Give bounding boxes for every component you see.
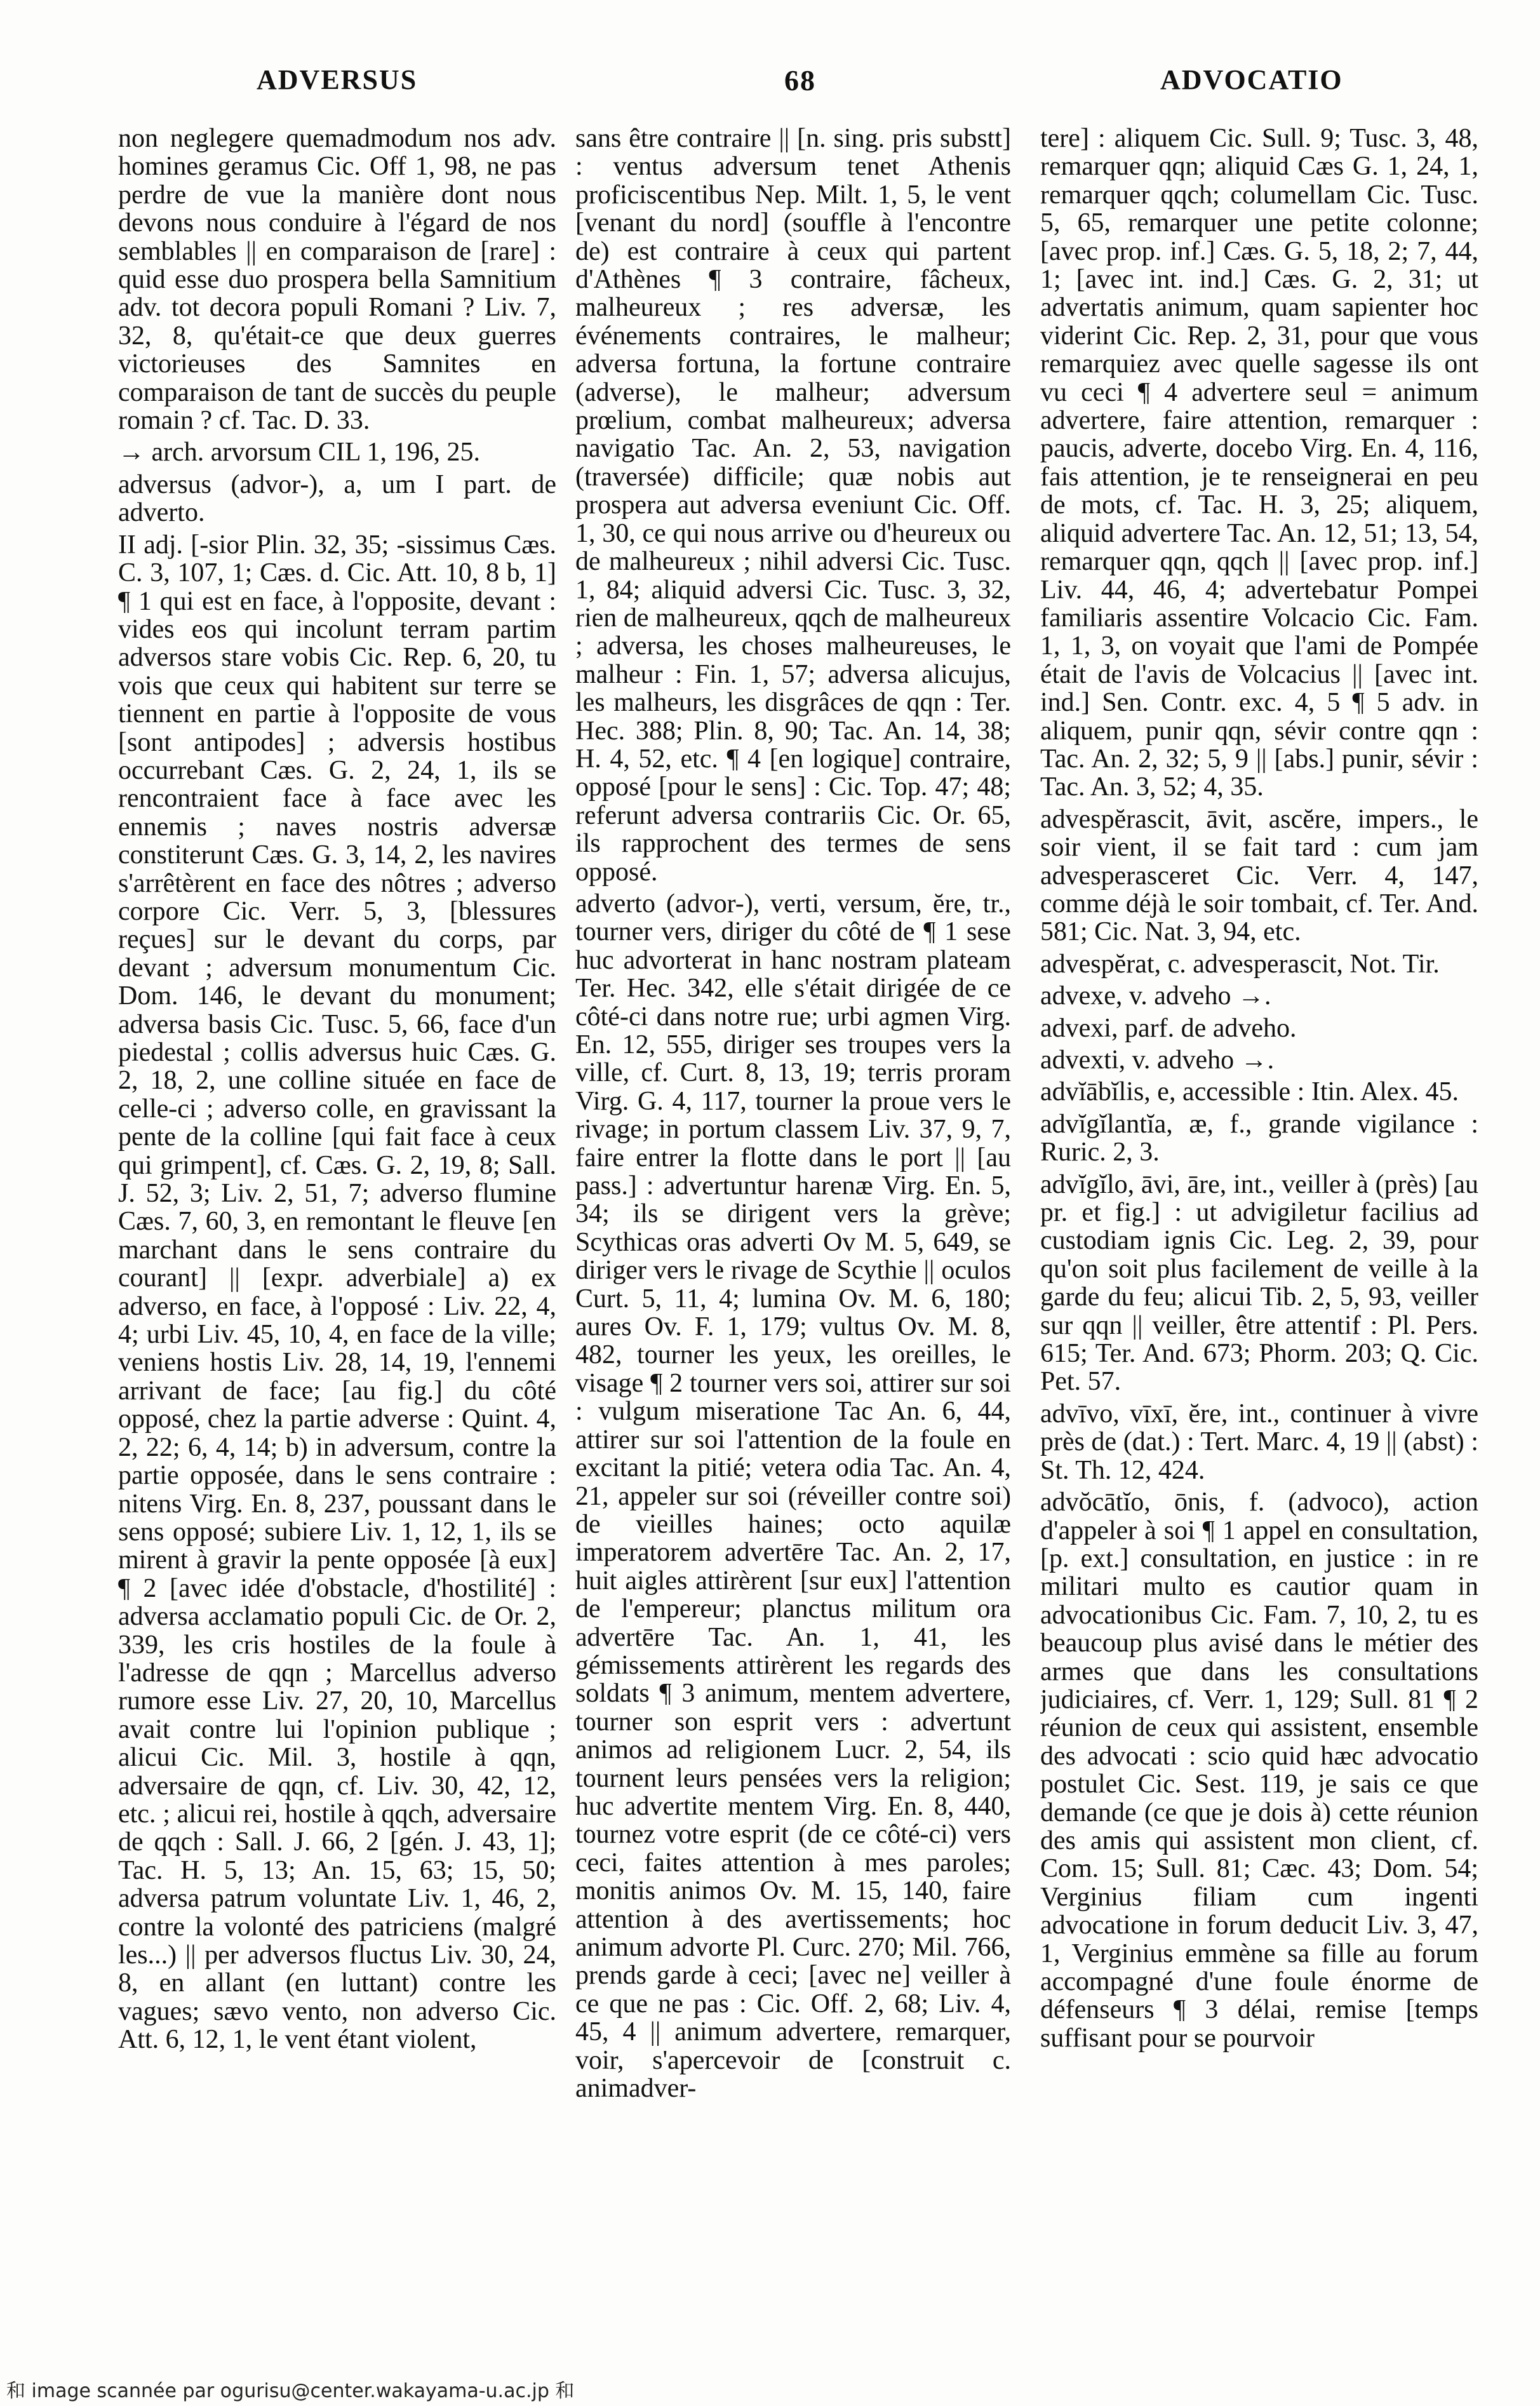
entry-paragraph: advĭgĭlo, āvi, āre, int., veiller à (près) [au pr. et fig.] : ut advigiletur facilius ad custodiam ignis Cic. Leg. 2, 39, pour qu'on soit plus facilement de veille à la garde du feu; alicui Tib. 2, 5, 93, veiller sur qqn || veiller, être attentif : Pl. Pers. 615; Ter. And. 673; Phorm. 203; Q. Cic. Pet. 57.	[1040, 1169, 1478, 1397]
entry-paragraph: adversus (advor-), a, um I part. de adverto.	[118, 469, 556, 528]
entry-paragraph: II adj. [-sior Plin. 32, 35; -sissimus Cæs. C. 3, 107, 1; Cæs. d. Cic. Att. 10, 8 b, 1] ¶ 1 qui est en face, à l'opposite, devant : vides eos qui incolunt terram partim adversos stare vobis Cic. Rep. 6, 20, tu vois que ceux qui habitent sur terre se tiennent en partie à l'opposite de vous [sont antipodes] ; adversis hostibus occurrebant Cæs. G. 2, 24, 1, ils se rencontraient face à face avec les ennemis ; naves nostris adversæ constiterunt Cæs. G. 3, 14, 2, les navires s'arrêtèrent en face des nôtres ; adverso corpore Cic. Verr. 5, 3, [blessures reçues] sur le devant du corps, par devant ; adversum monumentum Cic. Dom. 146, le devant du monument; adversa basis Cic. Tusc. 5, 66, face d'un piedestal ; collis adversus huic Cæs. G. 2, 18, 2, une colline située en face de celle-ci ; adverso colle, en gravissant la pente de la colline [qui fait face à ceux qui grimpent], cf. Cæs. G. 2, 19, 8; Sall. J. 52, 3; Liv. 2, 51, 7; adverso flumine Cæs. 7, 60, 3, en remontant le fleuve [en marchant dans le sens contraire du courant] || [expr. adverbiale] a) ex adverso, en face, à l'opposé : Liv. 22, 4, 4; urbi Liv. 45, 10, 4, en face de la ville; veniens hostis Liv. 28, 14, 19, l'ennemi arrivant de face; [au fig.] du côté opposé, chez la partie adverse : Quint. 4, 2, 22; 6, 4, 14; b) in adversum, contre la partie opposée, dans le sens contraire : nitens Virg. En. 8, 237, poussant dans le sens opposé; subiere Liv. 1, 12, 1, ils se mirent à gravir la pente opposée [à eux] ¶ 2 [avec idée d'obstacle, d'hostilité] : adversa acclamatio populi Cic. de Or. 2, 339, les cris hostiles de la foule à l'adresse de qqn ; Marcellus adverso rumore esse Liv. 27, 20, 10, Marcellus avait contre lui l'opinion publique ; alicui Cic. Mil. 3, hostile à qqn, adversaire de qqn, cf. Liv. 30, 42, 12, etc. ; alicui rei, hostile à qqch, adversaire de qqch : Sall. J. 66, 2 [gén. J. 43, 1]; Tac. H. 5, 13; An. 15, 63; 15, 50; adversa patrum voluntate Liv. 1, 46, 2, contre la volonté des patriciens (malgré les...) || per adversos fluctus Liv. 30, 24, 8, en allant (en luttant) contre les vagues; sævo vento, non adverso Cic. Att. 6, 12, 1, le vent étant violent,	[118, 530, 556, 2055]
text-column-left	[118, 124, 556, 2360]
entry-paragraph: → arch. arvorsum CIL 1, 196, 25.	[118, 438, 480, 467]
entry-paragraph: advŏcātĭo, ōnis, f. (advoco), action d'appeler à soi ¶ 1 appel en consultation, [p. ext.] consultation, en justice : in re militari multo es cautior quam in advocationibus Cic. Fam. 7, 10, 2, tu es beaucoup plus avisé dans le métier des armes que dans les consultations judiciaires, cf. Verr. 1, 129; Sull. 81 ¶ 2 réunion de ceux qui assistent, ensemble des advocati : scio quid hæc advocatio postulet Cic. Sest. 119, je sais ce que demande (ce que je dois à) cette réunion des amis qui assistent mon client, cf. Com. 15; Sull. 81; Cæc. 43; Dom. 54; Verginius filiam cum ingenti advocatione in forum deducit Liv. 3, 47, 1, Verginius emmène sa fille au forum accompagné d'une foule énorme de défenseurs ¶ 3 délai, remise [temps suffisant pour se pourvoir	[1040, 1488, 1478, 2053]
entry-paragraph: advīvo, vīxī, ĕre, int., continuer à vivre près de (dat.) : Tert. Marc. 4, 19 || (abst) : St. Th. 12, 424.	[1040, 1399, 1478, 1485]
running-head-right: ADVOCATIO	[1160, 64, 1343, 95]
entry-paragraph: advexti, v. adveho →.	[1040, 1045, 1275, 1075]
entry-paragraph: advespĕrat, c. advesperascit, Not. Tir.	[1040, 949, 1440, 979]
entry-paragraph: advexe, v. adveho →.	[1040, 981, 1271, 1011]
entry-paragraph: sans être contraire || [n. sing. pris substt] : ventus adversum tenet Athenis proficiscentibus Nep. Milt. 1, 5, le vent [venant du nord] (souffle à l'encontre de) est contraire à ceux qui partent d'Athènes ¶ 3 contraire, fâcheux, malheureux ; res adversæ, les événements contraires, le malheur; adversa fortuna, la fortune contraire (adverse), le malheur; adversum prœlium, combat malheureux; adversa navigatio Tac. An. 2, 53, navigation (traversée) difficile; quæ nobis aut prospera aut adversa eveniunt Cic. Off. 1, 30, ce qui nous arrive ou d'heureux ou de malheureux ; nihil adversi Cic. Tusc. 1, 84; aliquid adversi Cic. Tusc. 3, 32, rien de malheureux, qqch de malheureux ; adversa, les choses malheureuses, le malheur : Fin. 1, 57; adversa alicujus, les malheurs, les disgrâces de qqn : Ter. Hec. 388; Plin. 8, 90; Tac. An. 14, 38; H. 4, 52, etc. ¶ 4 [en logique] contraire, opposé [pour le sens] : Cic. Top. 47; 48; referunt adversa contrariis Cic. Or. 65, ils rapprochent des termes de sens opposé.	[575, 124, 1011, 887]
entry-paragraph: non neglegere quemadmodum nos adv. homines geramus Cic. Off 1, 98, ne pas perdre de vue la manière dont nous devons nous conduire à l'égard de nos semblables || en comparaison de [rare] : quid esse duo prospera bella Samnitium adv. tot decora populi Romani ? Liv. 7, 32, 8, qu'était-ce que deux guerres victorieuses des Samnites en comparaison de tant de succès du peuple romain ? cf. Tac. D. 33.	[118, 124, 556, 436]
entry-paragraph: advĭgĭlantĭa, æ, f., grande vigilance : Ruric. 2, 3.	[1040, 1109, 1478, 1167]
running-head-left: ADVERSUS	[257, 64, 418, 95]
entry-paragraph: advespĕrascit, āvit, ascĕre, impers., le soir vient, il se fait tard : cum jam advesperasceret Cic. Verr. 4, 147, comme déjà le soir tombait, cf. Ter. And. 581; Cic. Nat. 3, 94, etc.	[1040, 804, 1478, 947]
scan-credit-footer: 和 image scannée par ogurisu@center.wakayama-u.ac.jp 和	[6, 2380, 575, 2402]
entry-paragraph: advĭābĭlis, e, accessible : Itin. Alex. 45.	[1040, 1077, 1459, 1107]
entry-paragraph: tere] : aliquem Cic. Sull. 9; Tusc. 3, 48, remarquer qqn; aliquid Cæs G. 1, 24, 1, remarquer qqch; columellam Cic. Tusc. 5, 65, remarquer une petite colonne; [avec prop. inf.] Cæs. G. 5, 18, 2; 7, 44, 1; [avec int. ind.] Cæs. G. 2, 31; ut advertatis animum, quam sapienter hoc viderint Cic. Rep. 2, 31, pour que vous remarquiez avec quelle sagesse ils ont vu ceci ¶ 4 advertere seul = animum advertere, faire attention, remarquer : paucis, adverte, docebo Virg. En. 4, 116, fais attention, je te renseignerai en peu de mots, cf. Tac. H. 3, 25; aliquem, aliquid advertere Tac. An. 12, 51; 13, 54, remarquer qqn, qqch || [avec prop. inf.] Liv. 44, 46, 4; advertebatur Pompei familiaris assentire Volcacio Cic. Fam. 1, 1, 3, on voyait que l'ami de Pompée était de l'avis de Volcacius || [avec int. ind.] Sen. Contr. exc. 4, 5 ¶ 5 adv. in aliquem, punir qqn, sévir contre qqn : Tac. An. 2, 32; 5, 9 || [abs.] punir, sévir : Tac. An. 3, 52; 4, 35.	[1040, 124, 1478, 802]
entry-paragraph: adverto (advor-), verti, versum, ĕre, tr., tourner vers, diriger du côté de ¶ 1 sese huc advorterat in hanc nostram plateam Ter. Hec. 342, elle s'était dirigée de ce côté-ci dans notre rue; urbi agmen Virg. En. 12, 555, diriger ses troupes vers la ville, cf. Curt. 8, 13, 19; terris proram Virg. G. 4, 117, tourner la proue vers le rivage; in portum classem Liv. 37, 9, 7, faire entrer la flotte dans le port || [au pass.] : advertuntur harenæ Virg. En. 5, 34; ils se dirigent vers la grève; Scythicas oras adverti Ov M. 5, 649, se diriger vers le rivage de Scythie || oculos Curt. 5, 11, 4; lumina Ov. M. 6, 180; aures Ov. F. 1, 179; vultus Ov. M. 8, 482, tourner les yeux, les oreilles, le visage ¶ 2 tourner vers soi, attirer sur soi : vulgum miseratione Tac An. 6, 44, attirer sur soi l'attention de la foule en excitant la pitié; vetera odia Tac. An. 4, 21, appeler sur soi (réveiller contre soi) de vieilles haines; octo aquilæ imperatorem advertēre Tac. An. 2, 17, huit aigles attirèrent [sur eux] l'attention de l'empereur; planctus militum ora advertēre Tac. An. 1, 41, les gémissements attirèrent les regards des soldats ¶ 3 animum, mentem advertere, tourner son esprit vers : advertunt animos ad religionem Lucr. 2, 54, ils tournent leurs pensées vers la religion; huc advertite mentem Virg. En. 8, 440, tournez votre esprit (de ce côté-ci) vers ceci, faites attention à mes paroles; monitis animos Ov. M. 15, 140, faire attention à des avertissements; hoc animum advorte Pl. Curc. 270; Mil. 766, prends garde à ceci; [avec ne] veiller à ce que ne pas : Cic. Off. 2, 68; Liv. 4, 45, 4 || animum advertere, remarquer, voir, s'apercevoir de [construit c. animadver-	[575, 889, 1011, 2104]
text-column-right	[1040, 124, 1478, 2360]
text-column-middle	[575, 124, 1011, 2360]
page-number: 68	[784, 64, 816, 97]
entry-paragraph: advexi, parf. de adveho.	[1040, 1013, 1297, 1043]
